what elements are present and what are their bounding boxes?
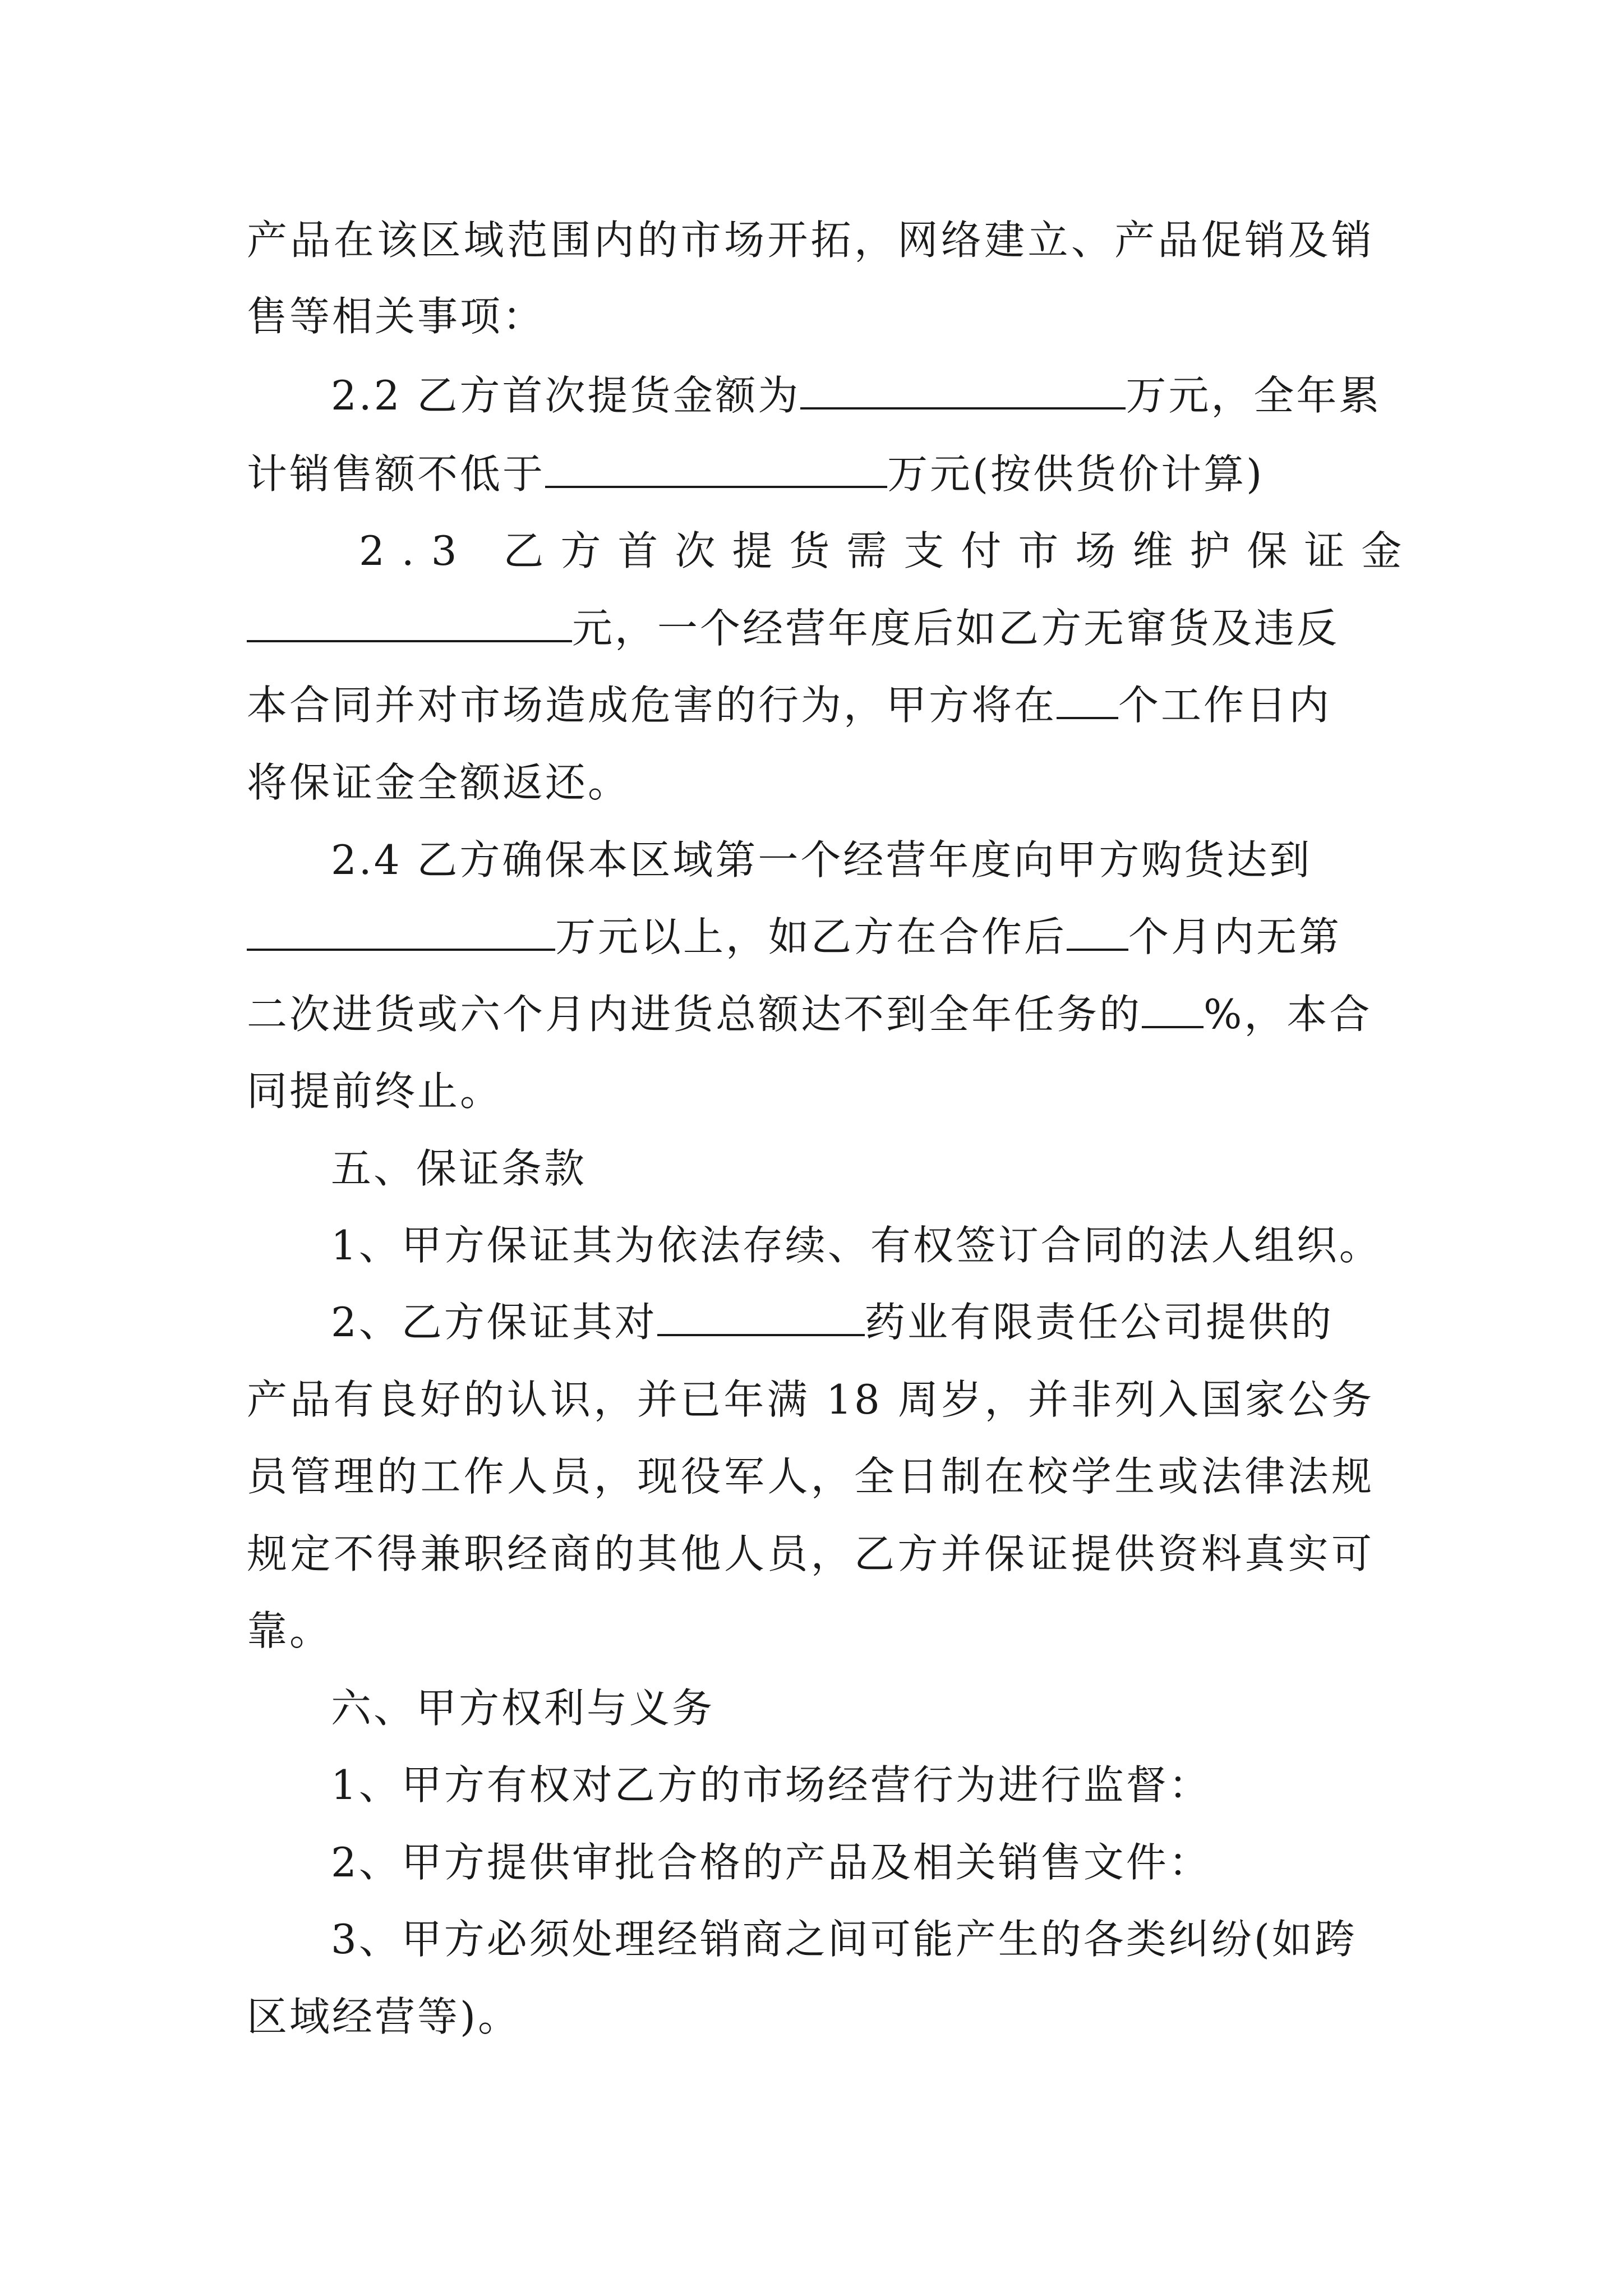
section-heading: 六、甲方权利与义务 <box>331 1685 715 1732</box>
section-heading: 五、保证条款 <box>331 1145 587 1192</box>
paragraph-line: 2、甲方提供审批合格的产品及相关销售文件： <box>331 1839 1211 1886</box>
fill-in-blank[interactable] <box>657 1300 865 1336</box>
clause-text: 个工作日内 <box>1118 682 1332 729</box>
clause-2-4-line <box>247 986 1374 1042</box>
clause-2-4-line: 同提前终止。 <box>247 1068 503 1115</box>
paragraph-line: 3、甲方必须处理经销商之间可能产生的各类纠纷(如跨 <box>331 1916 1357 1963</box>
clause-2-2-line <box>331 367 1382 424</box>
paragraph-line: 售等相关事项： <box>247 293 546 340</box>
fill-in-blank[interactable] <box>1142 992 1204 1028</box>
paragraph-line: 产品在该区域范围内的市场开拓，网络建立、产品促销及销 <box>247 217 1374 264</box>
clause-text: 个月内无第 <box>1128 913 1342 960</box>
clause-text: 计销售额不低于 <box>247 450 546 498</box>
fill-in-blank[interactable] <box>1057 683 1118 719</box>
clause-text: 本合同并对市场造成危害的行为，甲方将在 <box>247 682 1057 729</box>
clause-2-2-line <box>247 446 1374 502</box>
paragraph-line: 区域经营等)。 <box>247 1993 521 2040</box>
paragraph-line: 规定不得兼职经商的其他人员，乙方并保证提供资料真实可 <box>247 1530 1374 1577</box>
clause-text: 万元(按供货价计算) <box>887 450 1265 498</box>
clause-2-4-line <box>247 909 1374 965</box>
clause-text: 二次进货或六个月内进货总额达不到全年任务的 <box>247 991 1142 1038</box>
clause-text: 药业有限责任公司提供的 <box>864 1299 1334 1346</box>
clause-2-3-line <box>247 677 1374 733</box>
clause-text: 2.2 乙方首次提货金额为 <box>331 372 801 419</box>
clause-2-3-line: 将保证金全额返还。 <box>247 759 631 806</box>
clause-text: 元，一个经营年度后如乙方无窜货及违反 <box>572 605 1340 652</box>
paragraph-line <box>331 1294 1374 1350</box>
fill-in-blank[interactable] <box>545 452 887 488</box>
paragraph-line: 员管理的工作人员，现役军人，全日制在校学生或法律法规 <box>247 1453 1374 1500</box>
fill-in-blank[interactable] <box>247 915 555 951</box>
fill-in-blank[interactable] <box>800 374 1126 409</box>
clause-text: 2、乙方保证其对 <box>331 1299 657 1346</box>
fill-in-blank[interactable] <box>1067 915 1128 951</box>
clause-text: 万元以上，如乙方在合作后 <box>555 913 1067 960</box>
clause-2-4-line: 2.4 乙方确保本区域第一个经营年度向甲方购货达到 <box>331 836 1312 884</box>
clause-text: 万元，全年累 <box>1126 372 1382 419</box>
paragraph-line: 1、甲方保证其为依法存续、有权签订合同的法人组织。 <box>331 1222 1382 1269</box>
clause-2-3-line <box>247 600 1374 656</box>
paragraph-line: 1、甲方有权对乙方的市场经营行为进行监督： <box>331 1761 1211 1809</box>
clause-text: %，本合 <box>1204 991 1372 1038</box>
fill-in-blank[interactable] <box>247 606 572 642</box>
paragraph-line: 靠。 <box>247 1607 333 1654</box>
clause-2-3-line: 2.3 乙方首次提货需支付市场维护保证金 <box>359 527 1419 574</box>
paragraph-line: 产品有良好的认识，并已年满 18 周岁，并非列入国家公务 <box>247 1376 1374 1423</box>
